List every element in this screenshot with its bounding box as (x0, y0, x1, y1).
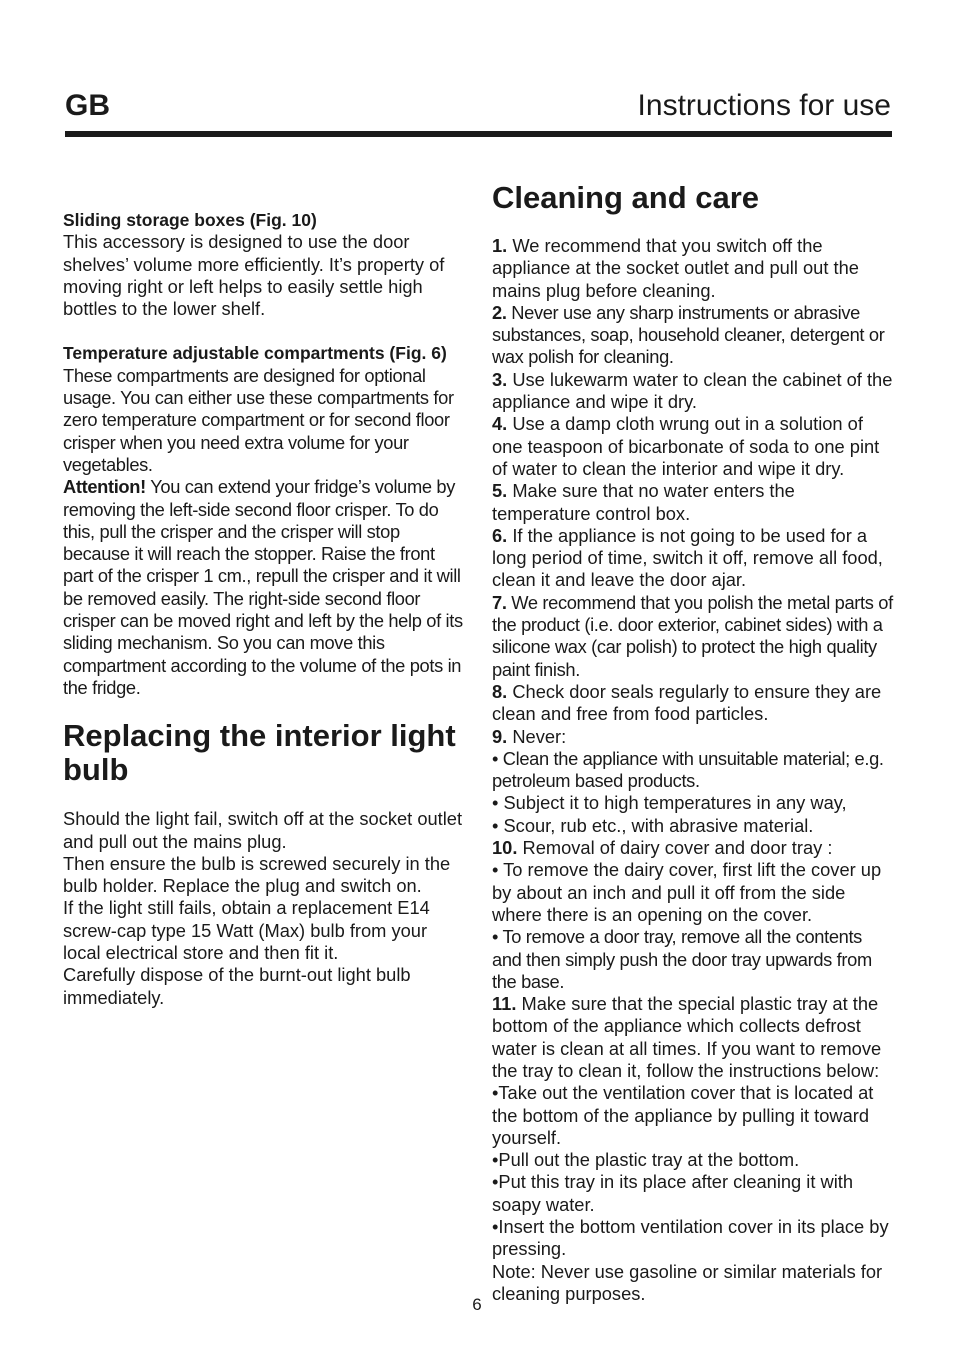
bulb-paragraph: Should the light fail, switch off at the socket outlet and pull out the mains plug. (63, 808, 463, 852)
item-number: 1. (492, 235, 508, 256)
tray-bullet: •Insert the bottom ventilation cover in its place by pressing. (492, 1216, 889, 1260)
cleaning-item (492, 480, 894, 525)
item-text: Use lukewarm water to clean the cabinet of the appliance and wipe it dry. (492, 368, 893, 413)
item-text: Make sure that no water enters the temperature control box. (492, 480, 795, 524)
cleaning-item (492, 837, 894, 859)
header-divider (65, 131, 892, 137)
item-number: 5. (492, 480, 508, 502)
left-column (63, 209, 465, 1009)
item-number: 11. (492, 993, 517, 1015)
cleaning-item (492, 369, 894, 414)
cleaning-item (492, 413, 894, 480)
item-text: Never use any sharp instruments or abrasive substances, soap, household cleaner, detergent or wax polish for cleaning. (492, 301, 885, 368)
tray-bullet: •Put this tray in its place after cleaning it with soapy water. (492, 1171, 854, 1215)
cleaning-item (492, 235, 894, 302)
page-number: 6 (472, 1295, 482, 1314)
never-bullet: • Clean the appliance with unsuitable material; e.g. petroleum based products. (492, 747, 884, 792)
item-text: Removal of dairy cover and door tray : (517, 837, 833, 859)
tray-bullet: •Take out the ventilation cover that is located at the bottom of the appliance by pulling it toward yourself. (492, 1082, 874, 1148)
item-text: We recommend that you polish the metal parts of the product (i.e. door exterior, cabinet sides) with a silicone wax (car polish) to protect the high quality paint finish. (492, 591, 893, 680)
attention-text: You can extend your fridge’s volume by removing the left-side second floor crisper. To do this, pull the crisper and the crisper will stop because it will reach the stopper. Raise the front part of the crisper 1 cm., repull the crisper and it will be removed easily. The right-side second floor crisper can be moved right and left by the help of its sliding mechanism. So you can move this compartment according to the volume of the pots in the fridge. (63, 476, 463, 698)
bulb-paragraph: Then ensure the bulb is screwed securely in the bulb holder. Replace the plug and switch on. (63, 852, 451, 897)
item-text: We recommend that you switch off the appliance at the socket outlet and pull out the mains plug before cleaning. (492, 235, 859, 301)
cleaning-item (492, 302, 894, 369)
cleaning-item (492, 681, 894, 726)
bulb-paragraph: If the light still fails, obtain a replacement E14 screw-cap type 15 Watt (Max) bulb from your local electrical store and then fit it. (63, 897, 430, 964)
item-number: 8. (492, 680, 508, 702)
cleaning-item (492, 726, 894, 748)
sliding-boxes-body: This accessory is designed to use the door shelves’ volume more efficiently. It’s property of moving right or left helps to easily settle high bottles to the lower shelf. (63, 231, 445, 320)
replacing-bulb-heading: Replacing the interior light bulb (63, 718, 456, 788)
removal-bullet: • To remove a door tray, remove all the contents and then simply push the door tray upwards from the base. (492, 926, 872, 992)
header-title: Instructions for use (637, 89, 891, 122)
cleaning-item (492, 525, 894, 592)
item-number: 4. (492, 413, 508, 435)
item-number: 9. (492, 725, 508, 747)
cleaning-item (492, 993, 894, 1082)
cleaning-item (492, 592, 894, 681)
item-text: Make sure that the special plastic tray at the bottom of the appliance which collects defrost water is clean at all times. If you want to remove the tray to clean it, follow the instructions below: (492, 993, 882, 1081)
item-text: Use a damp cloth wrung out in a solution of one teaspoon of bicarbonate of soda to one pint of water to clean the interior and wipe it dry. (492, 413, 880, 479)
never-bullet: • Subject it to high temperatures in any way, (492, 792, 847, 814)
item-number: 7. (492, 591, 507, 613)
cleaning-note: Note: Never use gasoline or similar materials for cleaning purposes. (492, 1260, 883, 1304)
item-number: 2. (492, 301, 507, 323)
right-column (492, 181, 894, 1305)
attention-paragraph (63, 476, 465, 699)
header-country-code: GB (65, 89, 110, 122)
item-number: 3. (492, 368, 508, 390)
spacer (63, 320, 465, 342)
tray-bullet: •Pull out the plastic tray at the bottom. (492, 1149, 800, 1171)
bulb-paragraph: Carefully dispose of the burnt-out light bulb immediately. (63, 964, 411, 1008)
item-text: Never: (507, 725, 567, 747)
item-number: 6. (492, 524, 508, 546)
item-number: 10. (492, 837, 518, 859)
item-text: If the appliance is not going to be used for a long period of time, switch it off, remove all food, clean it and leave the door ajar. (492, 524, 883, 591)
removal-bullet: • To remove the dairy cover, first lift the cover up by about an inch and pull it off from the side where there is an opening on the cover. (492, 859, 882, 925)
attention-label: Attention! (63, 476, 146, 498)
temperature-compartments-heading: Temperature adjustable compartments (Fig. 6) (63, 343, 447, 364)
cleaning-care-heading: Cleaning and care (492, 180, 760, 215)
never-bullet: • Scour, rub etc., with abrasive material. (492, 814, 814, 836)
temperature-compartments-body: These compartments are designed for optional usage. You can either use these compartments for zero temperature compartment or for second floor crisper when you need extra volume for your vegetables. (63, 364, 454, 475)
item-text: Check door seals regularly to ensure they are clean and free from food particles. (492, 680, 882, 725)
sliding-boxes-heading: Sliding storage boxes (Fig. 10) (63, 210, 317, 230)
